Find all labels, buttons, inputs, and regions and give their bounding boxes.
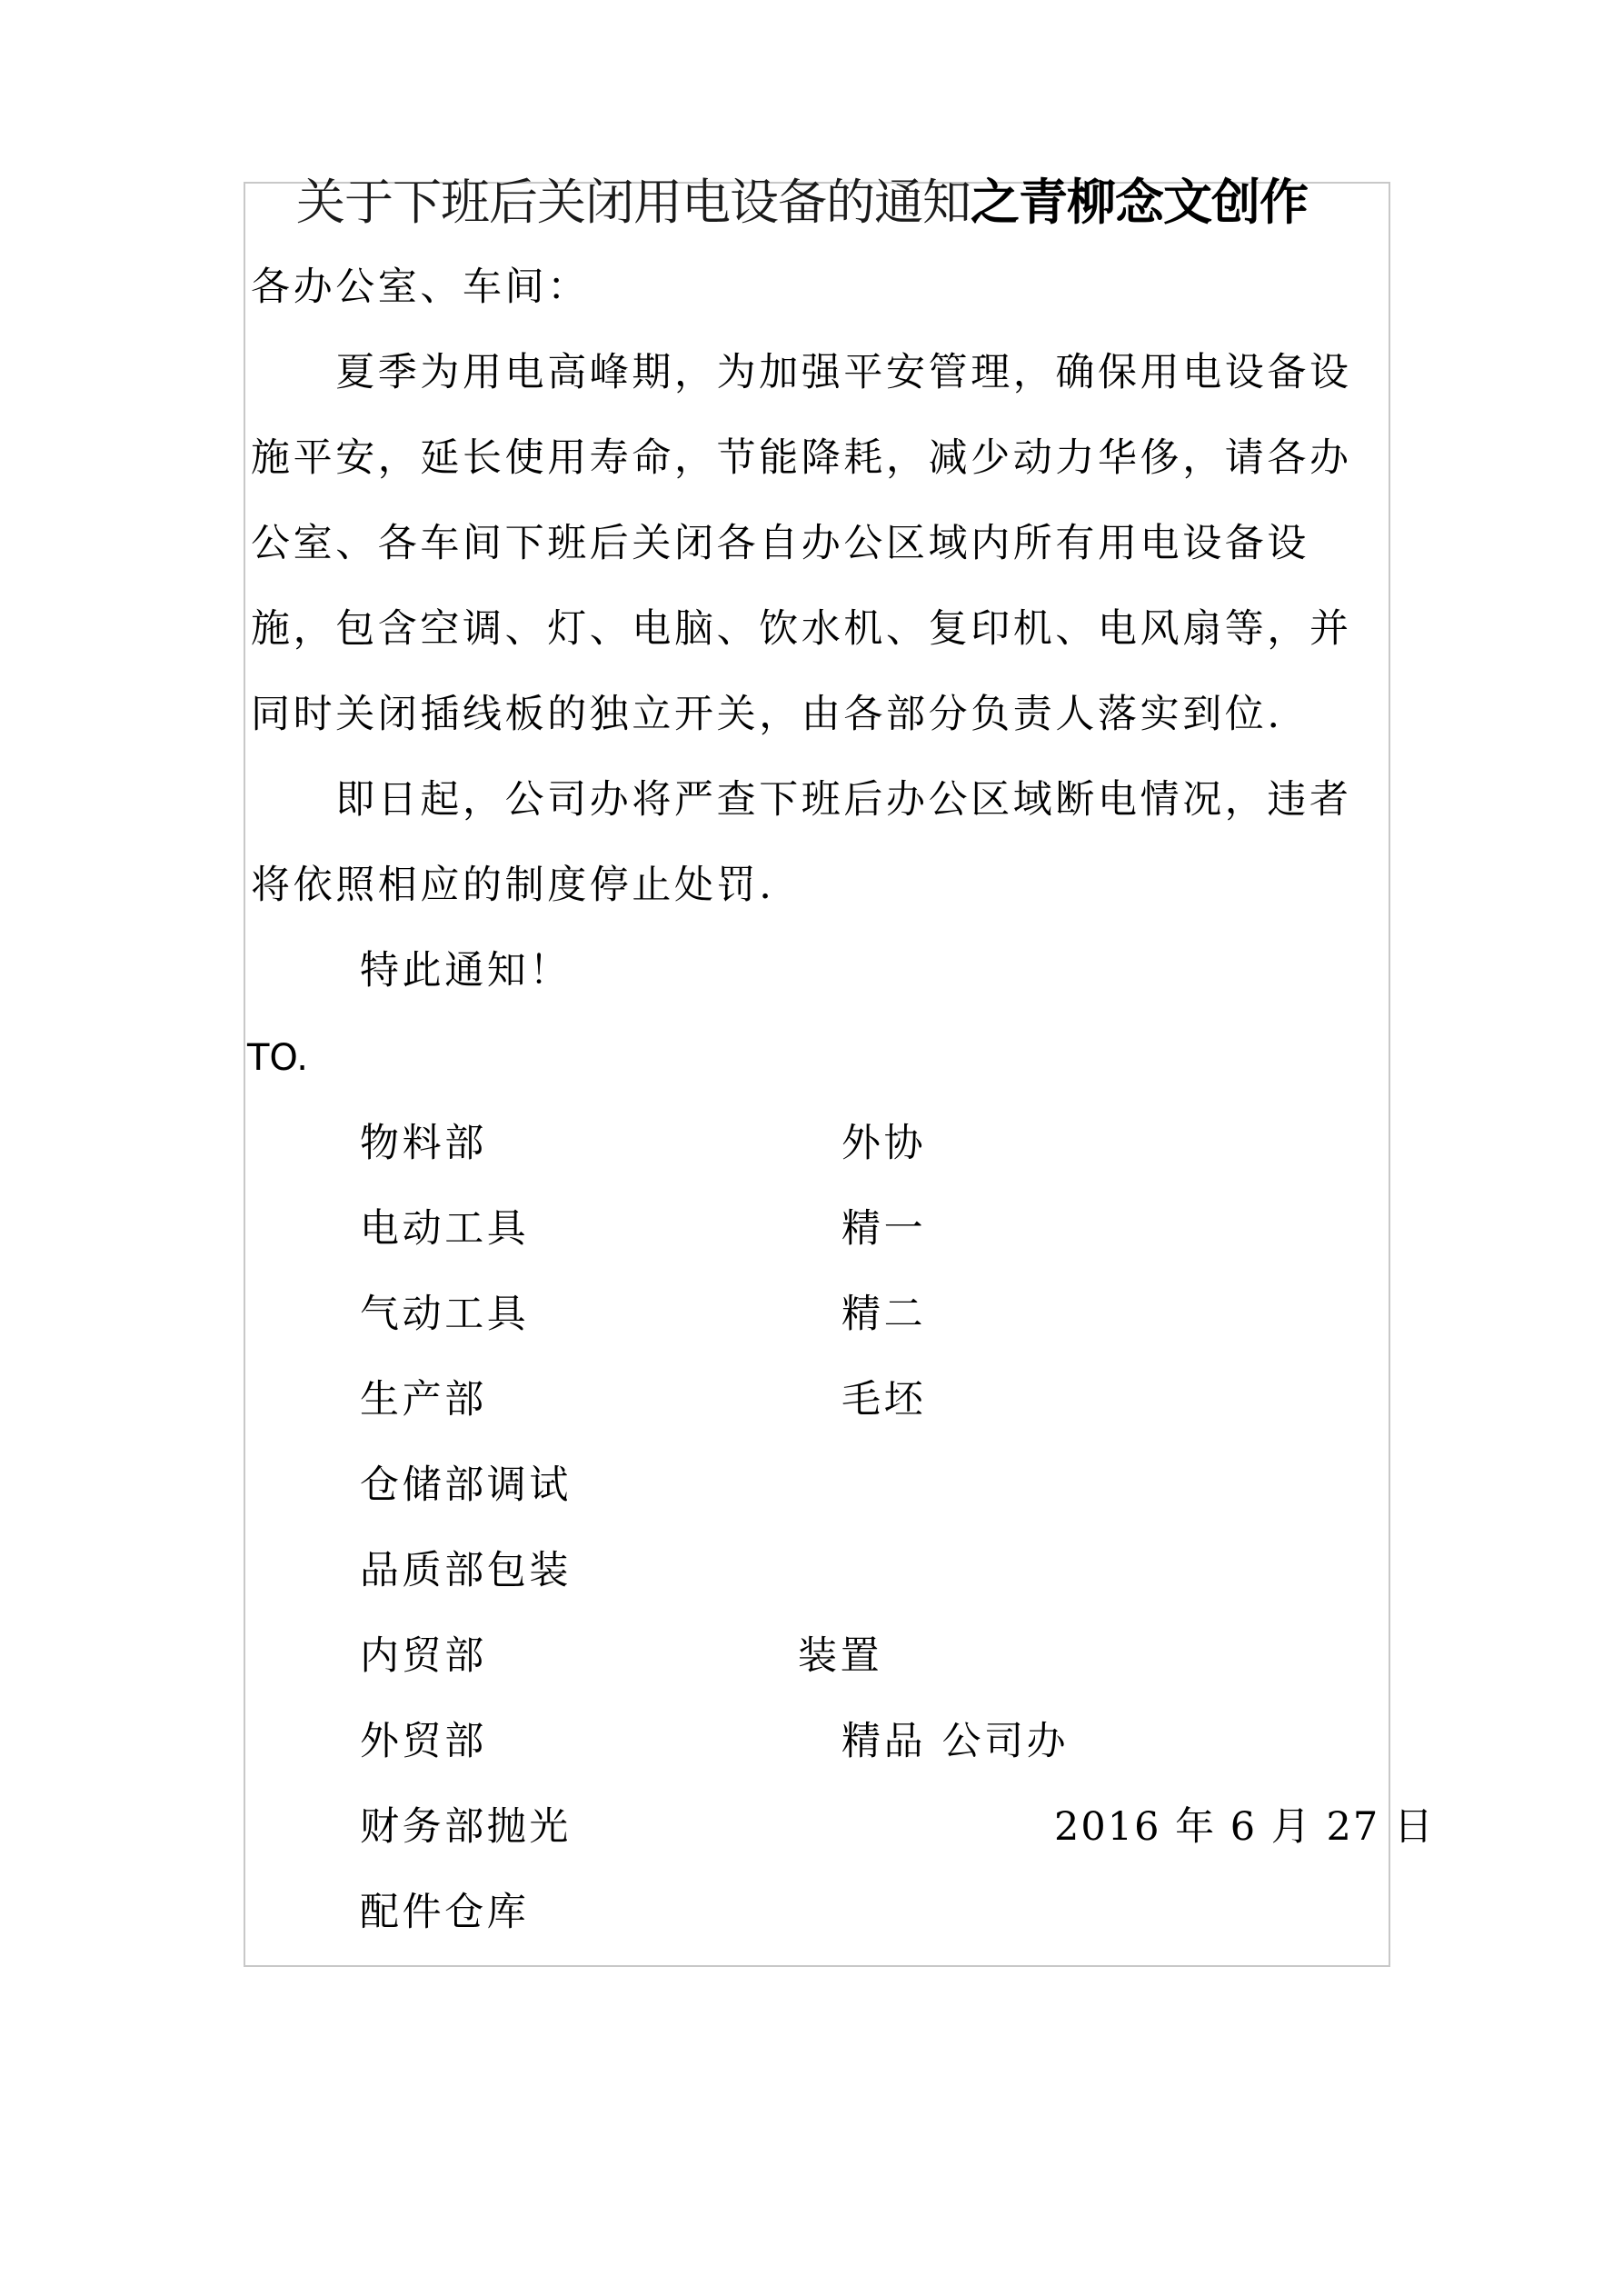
dept-right: 精品 公司办 (841, 1719, 1070, 1764)
greeting: 各办公室、车间： (251, 265, 590, 310)
dept-left: 内贸部 (360, 1633, 487, 1679)
dept-left: 仓储部调试 (360, 1462, 572, 1508)
dept-right: 装置 (798, 1633, 883, 1679)
body-line: 同时关闭插线板的独立开关，由各部分负责人落实到位. (251, 692, 1283, 737)
body-line: 施平安，延长使用寿命，节能降耗，减少动力华侈，请各办 (251, 435, 1352, 481)
dept-left: 外贸部 (360, 1719, 487, 1764)
closing-notice: 特此通知！ (360, 948, 572, 993)
dept-left: 气动工具 (360, 1292, 530, 1337)
dept-left: 电动工具 (360, 1206, 530, 1252)
dept-right: 外协 (841, 1121, 927, 1166)
dept-right: 毛坯 (841, 1377, 927, 1423)
body-line: 夏季为用电高峰期，为加强平安管理，确保用电设备设 (251, 350, 1352, 395)
dept-left: 物料部 (360, 1121, 487, 1166)
dept-left: 生产部 (360, 1377, 487, 1423)
dept-right: 精二 (841, 1292, 927, 1337)
body-line: 施，包含空调、灯、电脑、饮水机、复印机、电风扇等，并 (251, 606, 1352, 652)
body-line: 公室、各车间下班后关闭各自办公区域内所有用电设备设 (251, 521, 1309, 566)
to-label: TO. (247, 1037, 309, 1079)
title-suffix: 之青柳念文创作 (971, 174, 1308, 231)
document-title (296, 171, 1308, 235)
body-line: 即日起，公司办将严查下班后办公区域断电情况，违者 (251, 777, 1352, 823)
title-main: 关于下班后关闭用电设备的通知 (296, 174, 971, 231)
dept-right: 精一 (841, 1206, 927, 1252)
dept-left: 品质部包装 (360, 1548, 572, 1593)
document-date: 2016 年 6 月 27 日 (1054, 1804, 1435, 1850)
dept-left: 配件仓库 (360, 1890, 530, 1935)
body-line: 将依照相应的制度停止处罚. (251, 863, 775, 908)
dept-left: 财务部抛光 (360, 1804, 572, 1850)
